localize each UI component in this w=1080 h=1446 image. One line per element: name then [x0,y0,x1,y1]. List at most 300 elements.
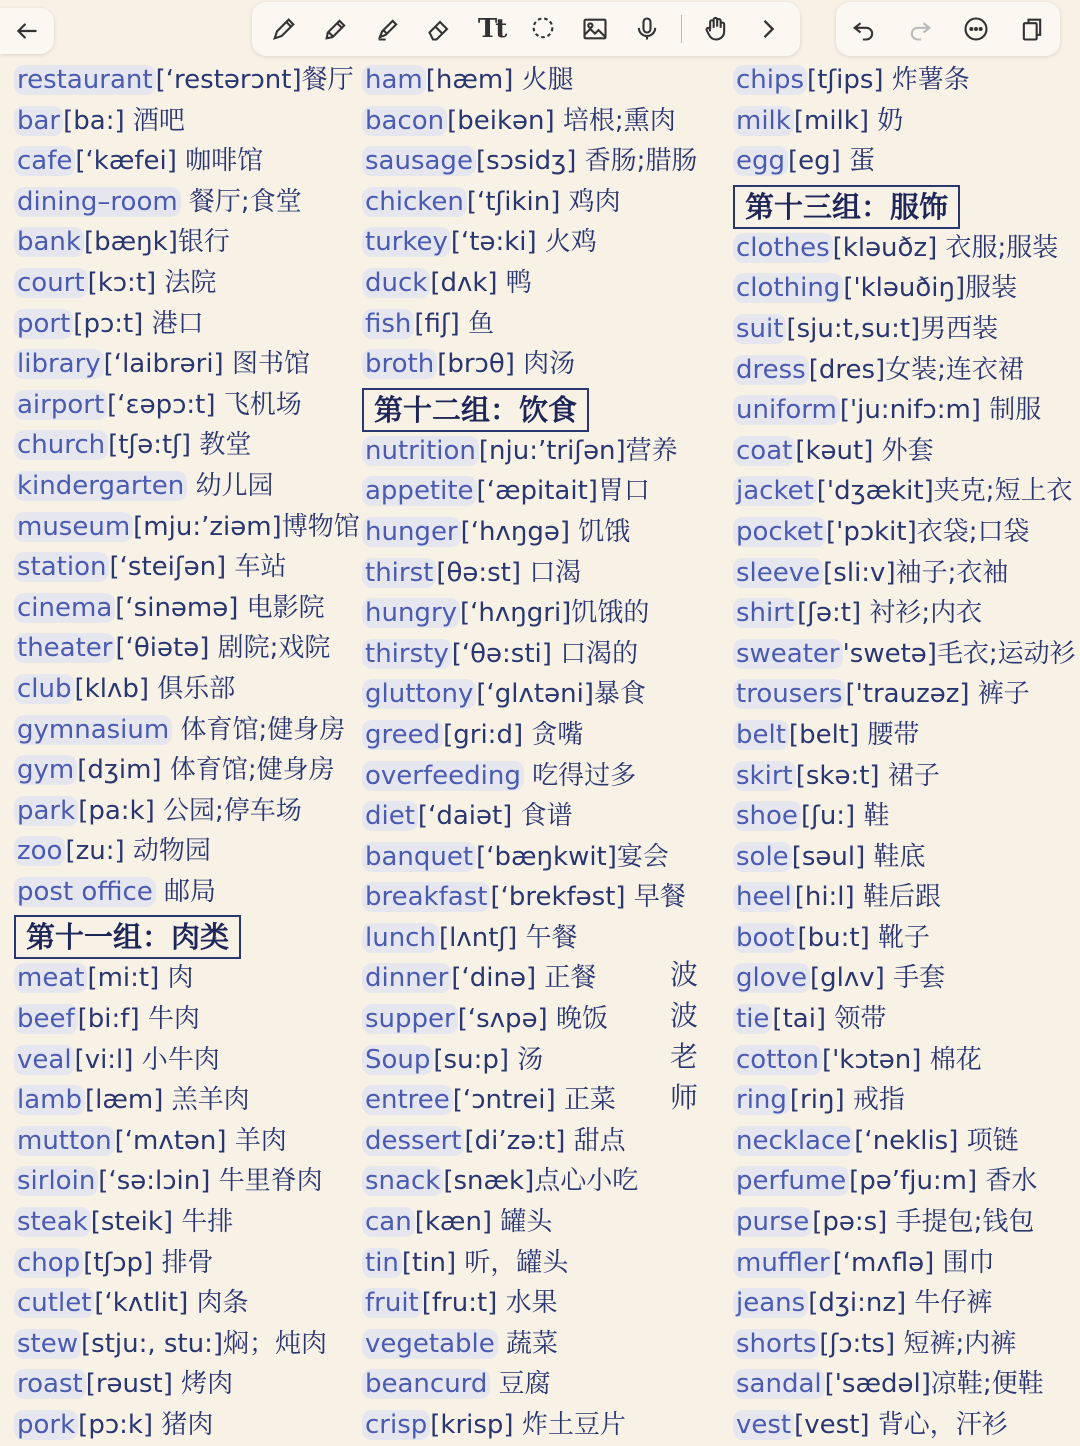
chevron-right-icon[interactable] [750,11,786,47]
vocab-word: sleeve [733,558,823,588]
vocab-entry [362,1364,722,1405]
vocab-definition: [gri:d] 贪嘴 [443,719,584,750]
lasso-icon[interactable] [525,11,561,47]
vocab-definition: [‘θiətə] 剧院;戏院 [115,633,331,664]
vocab-definition: [ʃə:t] 衬衫;内衣 [797,598,983,629]
vocab-definition: [fru:t] 水果 [421,1288,558,1319]
vocab-entry [14,60,364,101]
vocab-definition: [‘brekfəst] 早餐 [490,882,686,913]
vocab-word: bank [14,227,84,257]
vocab-word: clothes [733,233,833,263]
vocab-definition: [kləuðz] 衣服;服装 [832,232,1059,263]
vocab-entry [14,507,364,548]
vocab-definition: [‘tə:ki] 火鸡 [450,227,597,258]
vocab-definition: [fiʃ] 鱼 [414,308,495,339]
vocab-definition: 吃得过多 [523,760,637,791]
vocab-definition: [‘dinə] 正餐 [451,963,597,994]
vocab-entry [733,101,1080,142]
vocab-definition: [zu:] 动物园 [65,836,211,867]
vocab-entry [14,588,364,629]
vocab-entry [362,918,722,959]
vocab-word: nutrition [362,436,479,466]
vocab-definition: [‘æpitait]胃口 [476,476,650,507]
vocab-word: snack [362,1166,443,1196]
vocab-entry [14,872,364,913]
vocab-entry [362,674,722,715]
vocab-entry [733,1283,1080,1324]
section-header-row [362,385,722,431]
vocab-word: shoe [733,801,801,831]
vocab-entry [362,1283,722,1324]
vocab-entry [14,101,364,142]
vocab-definition: 邮局 [155,876,217,907]
vocab-word: shorts [733,1329,819,1359]
vocab-word: gym [14,755,77,785]
vocab-word: supper [362,1004,458,1034]
vocab-entry [733,431,1080,472]
vocab-definition: 蔬菜 [497,1328,558,1359]
vocab-word: fish [362,309,414,339]
vocab-word: cafe [14,146,75,176]
vocab-definition: [bæŋk]银行 [83,227,230,258]
side-note-char: 老 [669,1040,698,1073]
vocab-word: gluttony [362,679,476,709]
vocab-word: cinema [14,593,115,623]
vocab-definition: [‘restərɔnt]餐厅 [155,65,354,95]
vocab-word: chicken [362,187,467,217]
vocab-word: overfeeding [362,761,524,791]
vocab-definition: [bi:f] 牛肉 [77,1004,200,1035]
vocab-word: greed [362,720,443,750]
vocab-word: ham [362,65,426,95]
vocab-definition: [kɔ:t] 法院 [87,267,217,298]
vocab-definition: [kəut] 外套 [795,435,934,466]
vocab-entry [733,999,1080,1040]
vocab-entry [733,1080,1080,1121]
vocab-definition: [steik] 牛排 [90,1207,234,1238]
vocab-entry [14,425,364,466]
vocab-definition: [θə:st] 口渴 [436,557,582,588]
vocab-definition: [lʌntʃ] 午餐 [438,922,578,953]
pencil-icon[interactable] [318,11,354,47]
vocab-entry [14,141,364,182]
vocab-word: sole [733,842,792,872]
vocab-definition: [‘sə:lɔin] 牛里脊肉 [98,1166,323,1197]
tool-palette [252,2,800,56]
vocab-entry [733,60,1080,101]
vocab-entry [14,1364,364,1405]
vocab-word: diet [362,801,418,831]
vocab-definition: [‘tʃikin] 鸡肉 [466,186,621,217]
vocab-word: coat [733,436,795,466]
vocab-definition: [‘kæfei] 咖啡馆 [75,146,264,177]
vocab-entry [362,222,722,263]
vocab-entry [733,593,1080,634]
vocab-entry [14,1161,364,1202]
vocab-definition: [sju:t,su:t]男西装 [786,313,999,344]
vocab-word: roast [14,1369,86,1399]
section-header-row [14,912,364,958]
vocab-word: appetite [362,476,477,506]
vocab-word: suit [733,314,786,344]
vocab-definition: [pa:k] 公园;停车场 [78,795,302,826]
vocab-definition: [nju:’triʃən]营养 [478,435,678,466]
arrow-left-icon [14,18,40,44]
vocab-definition: [klʌb] 俱乐部 [74,673,236,704]
vocab-definition: [vest] 背心，汗衫 [794,1410,1008,1440]
text-icon[interactable]: Tt [477,14,506,44]
vocab-entry [733,141,1080,182]
redo-icon[interactable] [902,11,938,47]
vocab-definition: [hæm] 火腿 [425,65,574,95]
vocab-definition: [sɔsidʒ] 香肠;腊肠 [475,146,698,177]
vocab-entry [362,715,722,756]
vocab-definition: ['kɔtən] 棉花 [821,1044,982,1075]
vocab-word: clothing [733,273,843,303]
vocab-word: duck [362,268,430,298]
vocab-word: lamb [14,1085,85,1115]
vocab-definition: [mju:’ziəm]博物馆 [133,511,360,542]
vocab-entry [362,101,722,142]
vocab-word: fruit [362,1288,422,1318]
vocab-definition: [pɔ:t] 港口 [73,308,204,339]
vocab-entry [14,222,364,263]
vocab-entry [362,141,722,182]
vocab-word: thirst [362,558,436,588]
vocab-entry [733,471,1080,512]
section-header-row [733,182,1080,228]
side-note-char: 波 [669,999,698,1032]
vocab-entry [14,1243,364,1284]
vocab-entry [733,1243,1080,1284]
vocab-word: thirsty [362,639,452,669]
side-note-char: 波 [669,958,698,991]
pages-icon[interactable] [1014,11,1050,47]
vocab-word: purse [733,1207,812,1237]
vocab-column-1 [14,60,364,1446]
vocab-entry [14,628,364,669]
vocab-entry [362,263,722,304]
vocab-definition: [snæk]点心小吃 [443,1166,639,1197]
vocab-definition: [tin] 听，罐头 [401,1247,569,1278]
vocab-entry [14,547,364,588]
vocab-word: turkey [362,227,451,257]
vocab-word: jeans [733,1288,808,1318]
section-header: 第十二组：饮食 [362,388,589,432]
vocab-word: beef [14,1004,78,1034]
vocab-word: museum [14,512,133,542]
vocab-word: can [362,1207,415,1237]
vocab-definition: ['pɔkit]衣袋;口袋 [826,516,1030,547]
vocab-word: shirt [733,598,797,628]
vocab-word: necklace [733,1126,854,1156]
vocab-definition: [riŋ] 戒指 [789,1085,905,1116]
vocab-word: club [14,674,75,704]
vocab-word: uniform [733,395,840,425]
vocab-word: dessert [362,1126,464,1156]
vocab-word: zoo [14,836,65,866]
vocab-entry [733,918,1080,959]
vocab-definition: 豆腐 [490,1369,551,1400]
vocab-definition: [‘laibrəri] 图书馆 [103,349,310,380]
vocab-word: breakfast [362,882,490,912]
image-icon[interactable] [577,11,613,47]
vocab-word: Soup [362,1045,433,1075]
vocab-entry [733,390,1080,431]
vocab-definition: ['ju:nifɔ:m] 制服 [839,395,1042,426]
vocab-definition: [tai] 领带 [772,1004,887,1035]
vocab-word: sirloin [14,1166,98,1196]
vocab-definition: [pə:s] 手提包;钱包 [812,1207,1035,1238]
vocab-word: tin [362,1248,402,1278]
vocab-entry [733,634,1080,675]
vocab-word: sweater [733,639,843,669]
vocab-word: restaurant [14,65,156,95]
vocab-definition: [kæn] 罐头 [414,1207,553,1238]
vocab-definition: [tʃɔp] 排骨 [83,1247,214,1278]
vocab-entry [733,228,1080,269]
vocab-definition: [pə’fju:m] 香水 [849,1166,1038,1197]
vocab-entry [362,182,722,223]
vocab-entry [14,1080,364,1121]
vocab-word: crisp [362,1410,430,1440]
vocab-entry [733,1324,1080,1365]
vocab-entry [362,1202,722,1243]
pen-icon[interactable] [266,11,302,47]
vocab-word: court [14,268,88,298]
vocab-definition: [bu:t] 靴子 [797,922,931,953]
vocab-column-2 [362,60,722,1446]
vocab-definition: 体育馆;健身房 [172,714,346,745]
vocab-entry [733,796,1080,837]
vocab-definition: [‘mʌflə] 围巾 [832,1247,995,1278]
vocab-word: boot [733,923,798,953]
vocab-word: ring [733,1085,790,1115]
more-icon[interactable] [958,11,994,47]
vocab-entry [14,182,364,223]
vocab-entry [733,268,1080,309]
vocab-definition: [di’zə:t] 甜点 [464,1125,626,1156]
vocab-word: church [14,430,108,460]
vocab-word: pork [14,1410,78,1440]
vocab-definition: [eg] 蛋 [788,146,876,177]
vocab-entry [733,756,1080,797]
vocab-entry [362,512,722,553]
vocab-entry [362,796,722,837]
vocab-definition: [səul] 鞋底 [791,841,926,872]
vocab-definition: [ʃu:] 鞋 [800,801,890,832]
vocab-word: chips [733,65,807,95]
vocab-definition: [‘daiət] 食谱 [417,801,573,832]
vocab-word: heel [733,882,795,912]
section-header: 第十一组：肉类 [14,915,241,959]
vocab-entry [733,877,1080,918]
vocab-word: broth [362,349,437,379]
vocab-entry [14,344,364,385]
vocab-definition: ['trauzəz] 裤子 [845,679,1030,710]
vocab-definition: [tʃə:tʃ] 教堂 [108,430,252,461]
vocab-definition: 餐厅;食堂 [180,186,302,217]
vocab-entry [733,1364,1080,1405]
vocab-definition: [skə:t] 裙子 [795,760,940,791]
vocab-word: cutlet [14,1288,94,1318]
vocab-word: kindergarten [14,471,187,501]
vocab-word: sandal [733,1369,825,1399]
vocab-word: banquet [362,842,476,872]
vocab-column-3 [733,60,1080,1446]
vocab-definition: [‘hʌŋgri]饥饿的 [460,598,650,629]
vocab-word: bar [14,106,63,136]
vocab-definition: [‘neklis] 项链 [854,1125,1019,1156]
vocab-word: theater [14,633,115,663]
microphone-icon[interactable] [629,11,665,47]
vocab-definition: [brɔθ] 肉汤 [437,349,576,380]
vocab-word: mutton [14,1126,115,1156]
vocab-definition: [‘θə:sti] 口渴的 [451,638,639,669]
vocab-definition: [belt] 腰带 [788,719,920,750]
vocab-definition: [‘ɔntrei] 正菜 [452,1085,616,1116]
vocab-entry [362,1243,722,1284]
vocab-definition: [‘steiʃən] 车站 [109,552,287,583]
vocab-entry [362,344,722,385]
vocab-word: vegetable [362,1329,498,1359]
vocab-entry [733,1202,1080,1243]
top-toolbar [0,0,1080,60]
vocab-word: hungry [362,598,460,628]
vocab-entry [733,715,1080,756]
vocab-definition: [ba:] 酒吧 [63,105,185,136]
vocab-entry [733,309,1080,350]
vocab-definition: [dʒi:nz] 牛仔裤 [808,1288,993,1319]
vocab-definition: [vi:l] 小牛肉 [74,1044,220,1075]
vocab-definition: [pɔ:k] 猪肉 [78,1410,214,1440]
highlighter-icon[interactable] [370,11,406,47]
vocab-entry [362,471,722,512]
action-bar [836,2,1060,56]
vocab-definition: [sli:v]袖子;衣袖 [823,557,1009,588]
vocab-entry [14,1324,364,1365]
vocab-definition: [hi:l] 鞋后跟 [794,882,941,913]
vocab-word: entree [362,1085,453,1115]
vocab-word: glove [733,963,810,993]
vocab-word: beancurd [362,1369,490,1399]
vocab-entry [362,877,722,918]
vocab-entry [362,60,722,101]
vocab-entry [14,710,364,751]
back-button[interactable] [0,8,54,54]
vocab-definition: [su:p] 汤 [433,1044,544,1075]
vocab-word: veal [14,1045,75,1075]
undo-icon[interactable] [846,11,882,47]
vocab-word: airport [14,390,107,420]
vocab-definition: [krisp] 炸土豆片 [430,1410,626,1440]
vocab-word: milk [733,106,794,136]
vocab-definition: [‘kʌtlit] 肉条 [94,1288,249,1319]
vocab-definition: [dʌk] 鸭 [430,267,532,298]
vocab-entry [14,791,364,832]
vocab-entry [733,837,1080,878]
vocab-word: jacket [733,476,817,506]
eraser-icon[interactable] [422,11,458,47]
vocab-entry [362,1324,722,1365]
vocab-word: post office [14,877,156,907]
vocab-word: pocket [733,517,826,547]
vocab-definition: ['sædəl]凉鞋;便鞋 [824,1369,1044,1400]
vocab-entry [362,837,722,878]
vocab-definition: [beikən] 培根;熏肉 [447,105,676,136]
vocab-entry [14,750,364,791]
vocab-entry [362,756,722,797]
vocab-entry [733,674,1080,715]
hand-icon[interactable] [698,11,734,47]
vocab-entry [14,304,364,345]
vocab-entry [362,431,722,472]
vocab-word: gymnasium [14,715,172,745]
vocab-definition: [‘hʌŋgə] 饥饿 [460,516,631,547]
vocab-entry [362,1161,722,1202]
vocab-definition: [‘sinəmə] 电影院 [115,592,325,623]
vocab-word: dining–room [14,187,181,217]
vocab-entry [733,1161,1080,1202]
vocab-entry [733,958,1080,999]
vocab-word: station [14,552,109,582]
vocab-word: lunch [362,923,439,953]
vocab-entry [362,593,722,634]
vocab-word: trousers [733,679,845,709]
vocab-definition: ['kləuðiŋ]服装 [843,273,1018,304]
vocab-word: chop [14,1248,83,1278]
vocab-entry [14,385,364,426]
vocab-definition: [‘mʌtən] 羊肉 [114,1125,287,1156]
vocab-definition: 'swetə]毛衣;运动衫 [842,638,1076,669]
vocab-word: hunger [362,517,461,547]
vocab-entry [362,304,722,345]
vocab-definition: [dʒim] 体育馆;健身房 [77,755,335,786]
vocab-entry [362,1121,722,1162]
vocab-entry [733,1040,1080,1081]
vocab-entry [14,263,364,304]
vocab-entry [362,634,722,675]
vocab-definition: [dres]女装;连衣裙 [808,354,1024,385]
vocab-definition: [‘bæŋkwit]宴会 [476,841,669,872]
vocab-entry [733,1121,1080,1162]
vocab-entry [362,553,722,594]
vocab-definition: [rəust] 烤肉 [85,1369,234,1400]
vocab-definition: [‘sʌpə] 晚饭 [457,1004,608,1035]
side-note [668,954,700,1118]
section-header: 第十三组：服饰 [733,185,960,229]
vocab-definition: [læm] 羔羊肉 [85,1085,250,1116]
vocab-word: muffler [733,1248,833,1278]
vocab-word: skirt [733,761,796,791]
vocab-entry [733,350,1080,391]
vocab-word: vest [733,1410,794,1440]
vocab-entry [14,958,364,999]
vocab-word: cotton [733,1045,822,1075]
vocab-definition: [mi:t] 肉 [87,963,194,994]
vocab-word: tie [733,1004,772,1034]
vocab-word: perfume [733,1166,849,1196]
vocab-word: park [14,796,78,826]
vocab-entry [14,1202,364,1243]
vocab-word: dress [733,355,809,385]
vocab-word: steak [14,1207,91,1237]
vocab-definition: [ʃɔ:ts] 短裤;内裤 [819,1328,1017,1359]
vocab-word: meat [14,963,87,993]
vocab-word: sausage [362,146,476,176]
vocab-definition: [stju:, stu:]焖；炖肉 [81,1328,328,1359]
vocab-entry [14,831,364,872]
